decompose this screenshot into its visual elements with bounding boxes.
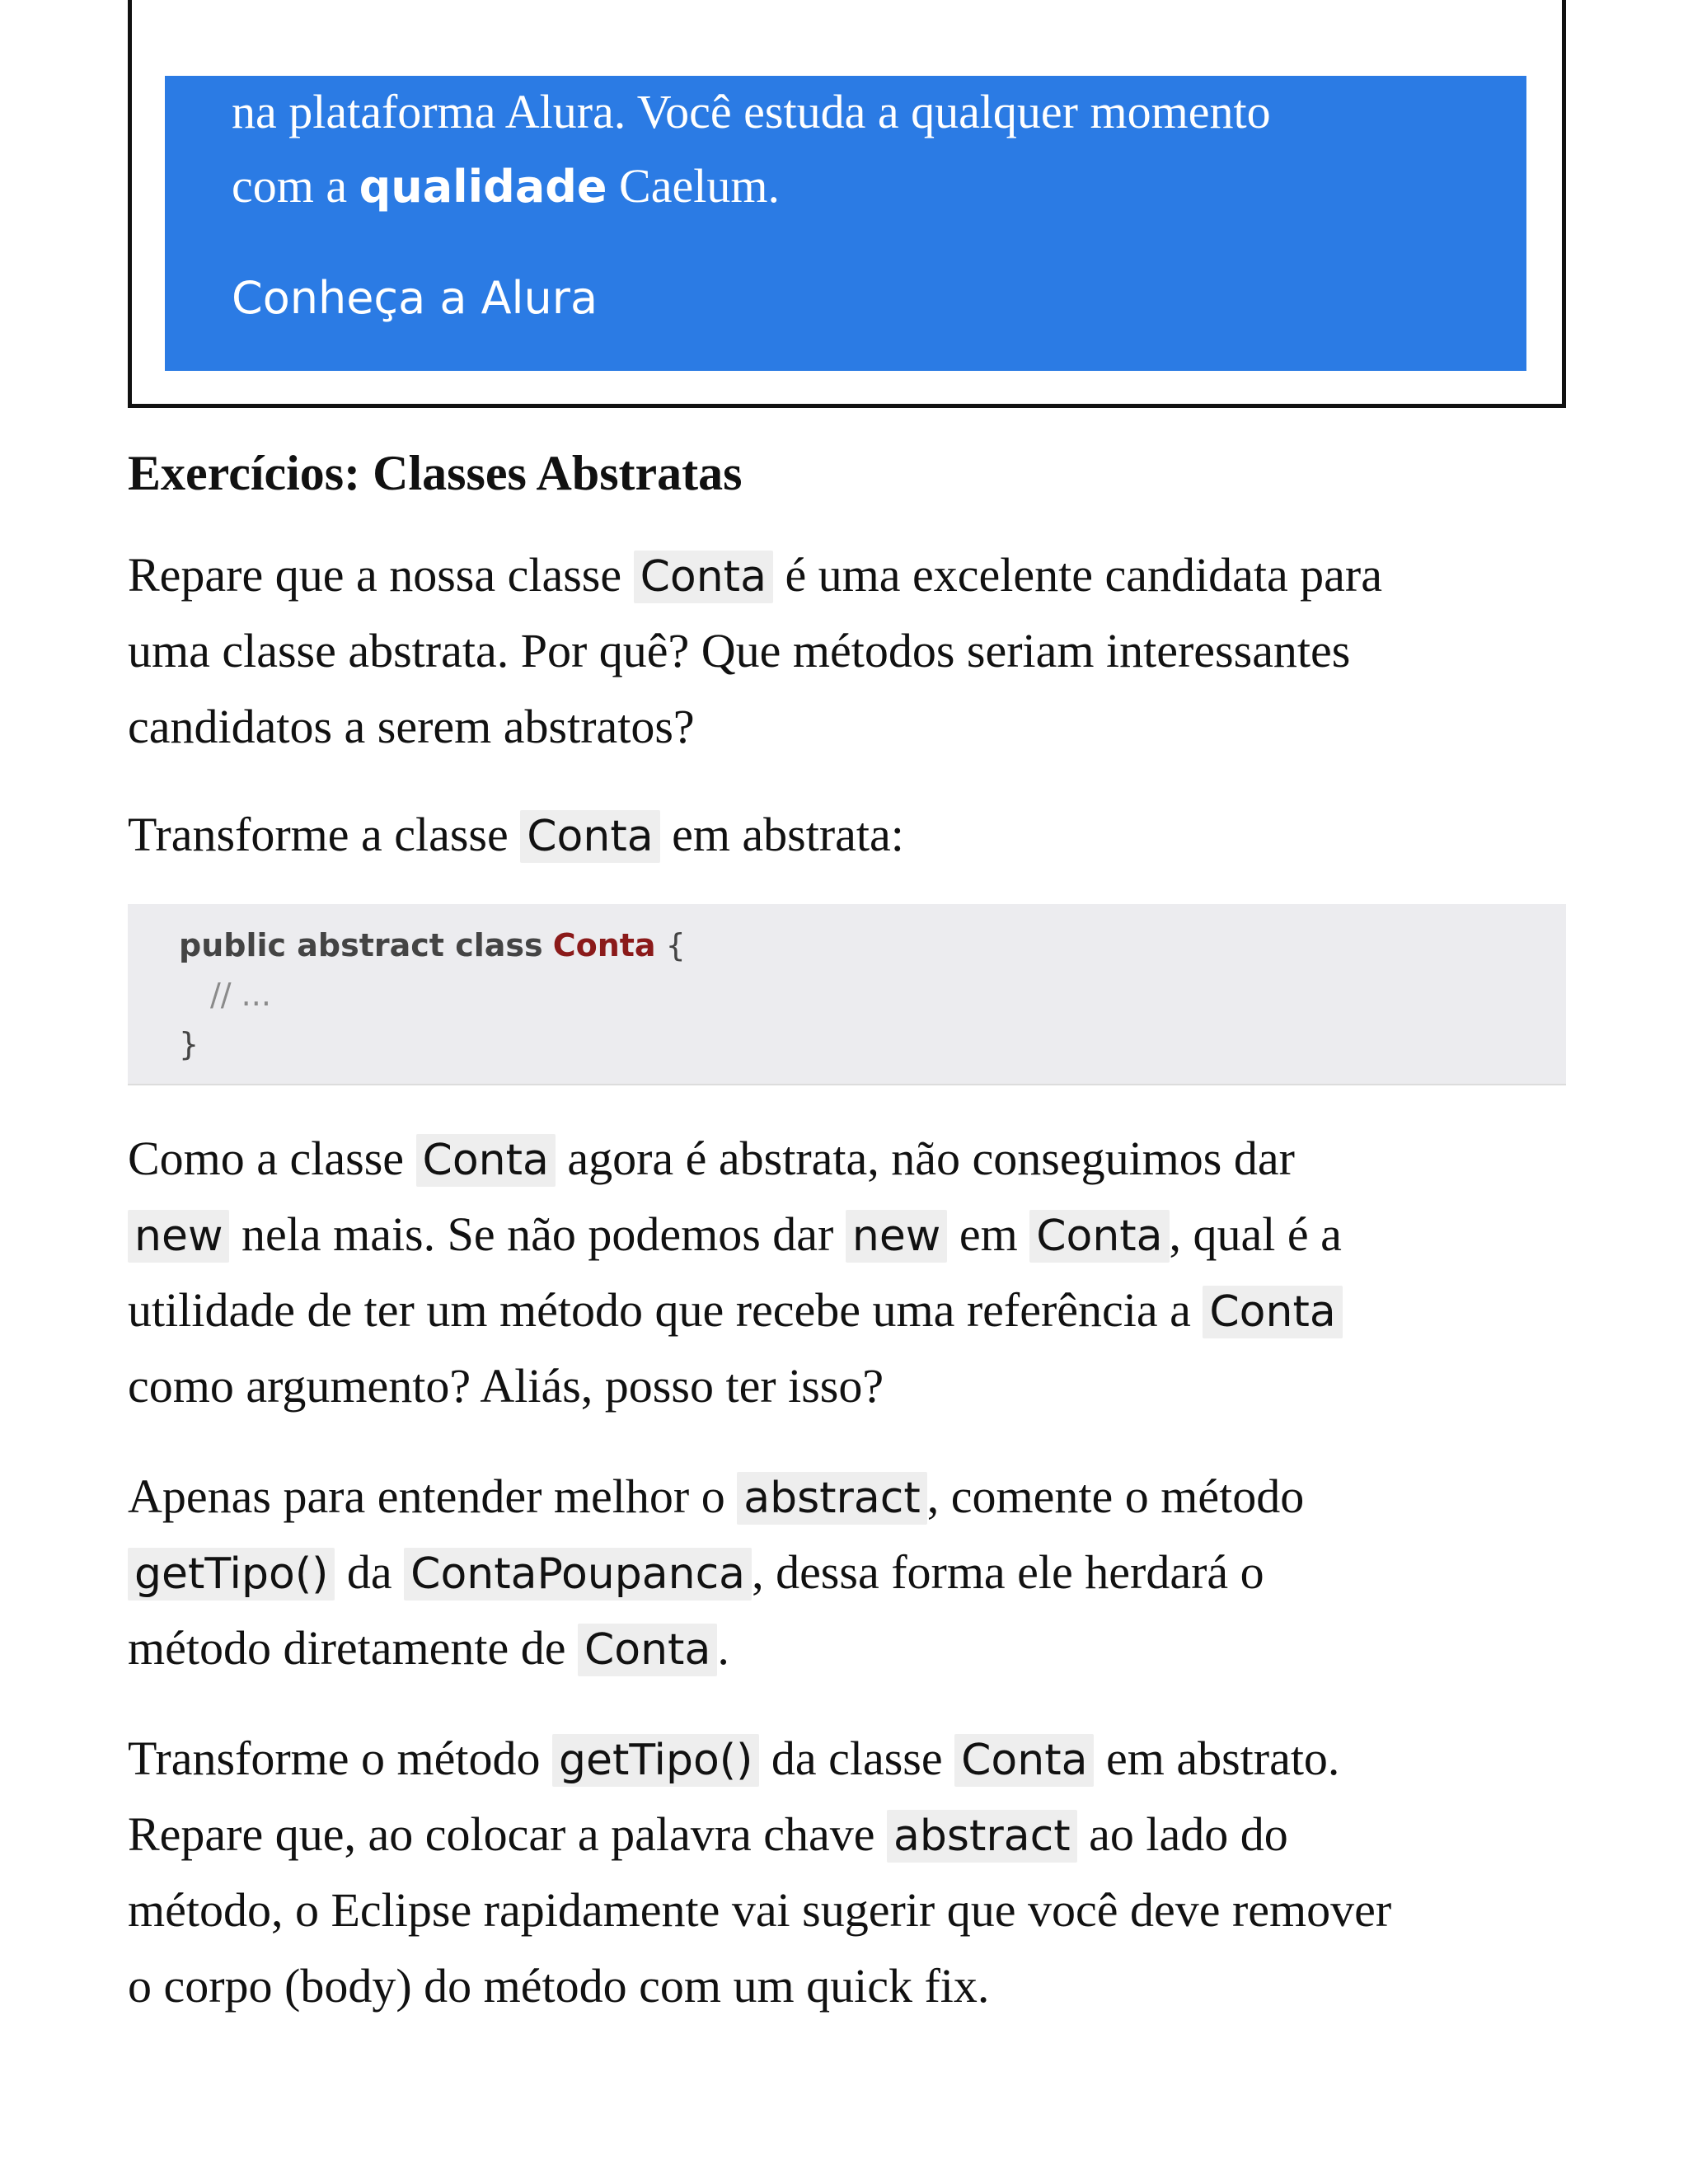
inline-code-conta: Conta <box>634 551 773 603</box>
p3-line-4: como argumento? Aliás, posso ter isso? <box>128 1359 884 1413</box>
p3-text: , qual é a <box>1169 1207 1342 1261</box>
inline-code-conta: Conta <box>1203 1286 1342 1338</box>
promo-line-2-post: Caelum. <box>607 159 780 213</box>
p1-line-3: candidatos a serem abstratos? <box>128 700 695 753</box>
p4-text: , comente o método <box>926 1469 1305 1523</box>
p4-text: Apenas para entender melhor o <box>128 1469 738 1523</box>
p4-text: método diretamente de <box>128 1621 578 1675</box>
p3-line-2 <box>128 1197 1342 1274</box>
p3-line-1 <box>128 1121 1295 1198</box>
promo-line-2 <box>232 158 780 213</box>
p3-line-3 <box>128 1272 1343 1350</box>
p5-line-1 <box>128 1721 1339 1798</box>
code-line-1 <box>179 927 686 963</box>
inline-code-conta: Conta <box>1029 1210 1169 1263</box>
promo-line-1: na plataforma Alura. Você estuda a qualquer momento <box>232 85 1271 138</box>
p3-text: Como a classe <box>128 1132 416 1185</box>
inline-code-conta: Conta <box>520 810 659 863</box>
p4-line-1 <box>128 1459 1304 1536</box>
inline-code-conta: Conta <box>416 1134 556 1187</box>
p3-text: agora é abstrata, não conseguimos dar <box>555 1132 1295 1185</box>
p2-text: Transforme a classe <box>128 808 521 861</box>
inline-code-gettipo: getTipo() <box>128 1548 335 1601</box>
code-keywords: public abstract class <box>179 927 543 963</box>
inline-code-new: new <box>846 1210 947 1263</box>
p1-line-1 <box>128 537 1382 615</box>
p2-text: em abstrata: <box>659 808 904 861</box>
section-title: Exercícios: Classes Abstratas <box>128 446 743 500</box>
inline-code-conta: Conta <box>954 1734 1094 1787</box>
p5-text: ao lado do <box>1076 1807 1288 1861</box>
p4-text: , dessa forma ele herdará o <box>752 1545 1264 1599</box>
p5-line-2 <box>128 1797 1288 1874</box>
p4-line-2 <box>128 1535 1264 1612</box>
p3-text: utilidade de ter um método que recebe uma referência a <box>128 1283 1203 1337</box>
promo-link-alura[interactable]: Conheça a Alura <box>232 272 598 324</box>
code-comment: // ... <box>210 977 271 1013</box>
code-open-brace: { <box>665 927 686 963</box>
code-close-brace: } <box>179 1026 199 1062</box>
inline-code-new: new <box>128 1210 229 1263</box>
code-class-name: Conta <box>552 927 656 963</box>
p1-text: é uma excelente candidata para <box>772 548 1382 602</box>
inline-code-abstract: abstract <box>737 1472 927 1525</box>
p4-text: da <box>335 1545 405 1599</box>
p5-text: Transforme o método <box>128 1732 552 1785</box>
p2-line-1 <box>128 797 904 874</box>
p5-text: da classe <box>759 1732 955 1785</box>
p3-text: em <box>947 1207 1030 1261</box>
code-block <box>128 904 1566 1085</box>
p4-line-3 <box>128 1610 729 1688</box>
inline-code-conta: Conta <box>578 1624 717 1676</box>
promo-line-2-pre: com a <box>232 159 359 213</box>
inline-code-contapoupanca: ContaPoupanca <box>404 1548 752 1601</box>
promo-banner[interactable] <box>165 76 1526 371</box>
p4-text: . <box>717 1621 729 1675</box>
p5-line-4: o corpo (body) do método com um quick fix. <box>128 1959 990 2013</box>
p3-text: nela mais. Se não podemos dar <box>229 1207 846 1261</box>
inline-code-abstract: abstract <box>887 1810 1077 1863</box>
inline-code-gettipo: getTipo() <box>552 1734 759 1787</box>
p5-text: em abstrato. <box>1094 1732 1340 1785</box>
promo-quality-bold: qualidade <box>359 161 607 213</box>
p5-line-3: método, o Eclipse rapidamente vai sugerir que você deve remover <box>128 1883 1392 1937</box>
p1-text: Repare que a nossa classe <box>128 548 634 602</box>
p1-line-2: uma classe abstrata. Por quê? Que métodos seriam interessantes <box>128 624 1351 677</box>
p5-text: Repare que, ao colocar a palavra chave <box>128 1807 888 1861</box>
